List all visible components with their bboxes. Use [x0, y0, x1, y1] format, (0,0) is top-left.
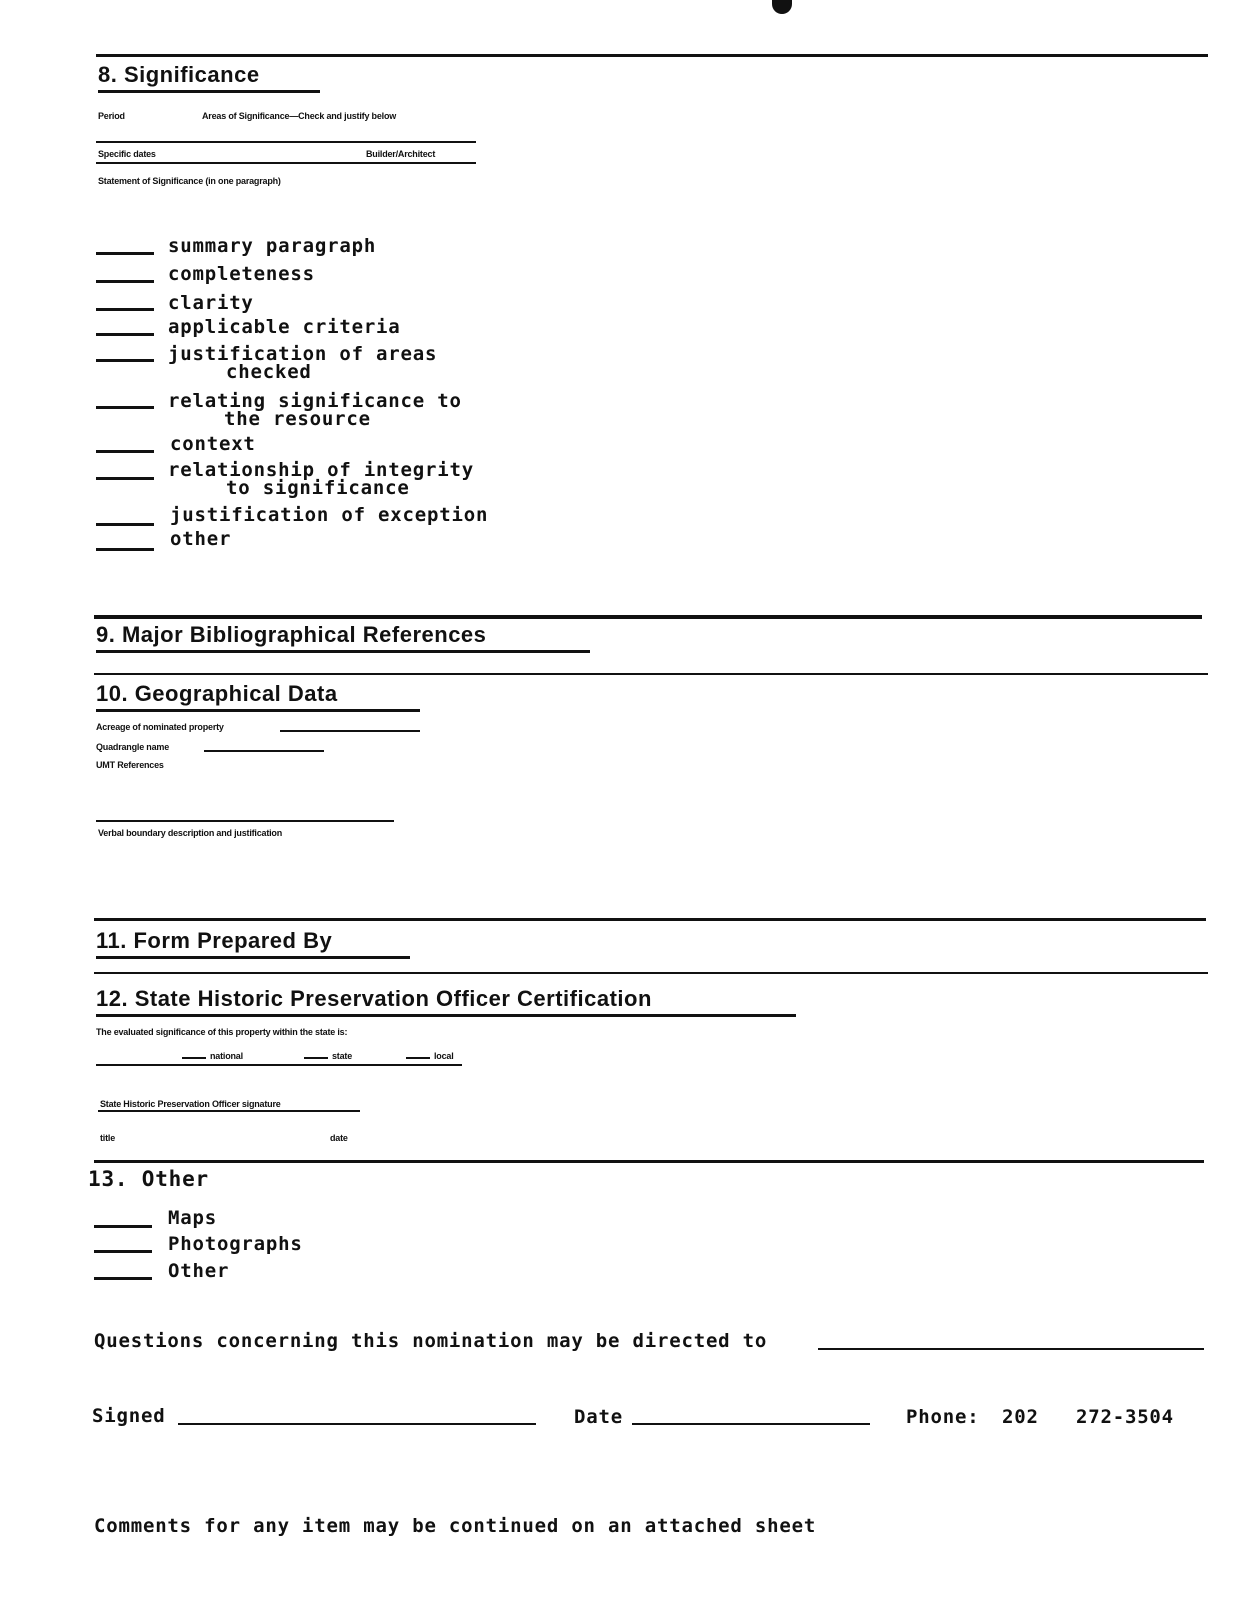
local-blank[interactable] [406, 1057, 430, 1059]
checkbox-blank[interactable] [94, 1225, 152, 1228]
checkbox-blank[interactable] [96, 308, 154, 311]
evaluated-label: The evaluated significance of this property within the state is: [96, 1027, 348, 1037]
phone-number: 272-3504 [1076, 1406, 1174, 1428]
dates-rule [96, 162, 476, 164]
evaluated-rule [96, 1064, 462, 1066]
checkbox-blank[interactable] [96, 406, 154, 409]
signature-label: State Historic Preservation Officer signature [100, 1099, 281, 1109]
signature-rule [98, 1110, 360, 1112]
phone-label: Phone: [906, 1406, 980, 1428]
check-item: context [170, 433, 256, 455]
checkbox-blank[interactable] [94, 1277, 152, 1280]
signed-label: Signed [92, 1405, 166, 1427]
check-item-cont: the resource [224, 408, 371, 430]
check-item: summary paragraph [168, 235, 377, 257]
checkbox-blank[interactable] [96, 523, 154, 526]
date-field[interactable] [632, 1423, 870, 1425]
sec10-title: 10. Geographical Data [96, 681, 420, 712]
check-item-cont: to significance [226, 477, 410, 499]
check-item: justification of exception [170, 504, 489, 526]
questions-label: Questions concerning this nomination may be directed to [94, 1330, 768, 1352]
signed-field[interactable] [178, 1423, 536, 1425]
check-item: applicable criteria [168, 316, 401, 338]
phone-area: 202 [1002, 1406, 1039, 1428]
specific-dates-label: Specific dates [98, 149, 156, 159]
sec13-title: 13. Other [88, 1167, 209, 1191]
period-label: Period [98, 111, 125, 121]
checkbox-blank[interactable] [96, 359, 154, 362]
check-item: other [170, 528, 232, 550]
sec12-title: 12. State Historic Preservation Officer Certification [96, 986, 796, 1017]
sec8-rule [96, 54, 1208, 57]
date-label: date [330, 1133, 348, 1143]
check-item: completeness [168, 263, 315, 285]
areas-label: Areas of Significance—Check and justify below [202, 111, 397, 121]
quad-label: Quadrangle name [96, 742, 170, 752]
state-blank[interactable] [304, 1057, 328, 1059]
local-label: local [434, 1051, 454, 1061]
comments-note: Comments for any item may be continued on an attached sheet [94, 1515, 817, 1537]
date-footer-label: Date [574, 1406, 623, 1428]
period-rule [96, 141, 476, 143]
sec11-rule [94, 918, 1206, 921]
questions-field[interactable] [818, 1348, 1204, 1350]
utm-rule [96, 820, 394, 822]
checkbox-blank[interactable] [96, 280, 154, 283]
sec13-rule [94, 1160, 1204, 1163]
checkbox-blank[interactable] [96, 333, 154, 336]
title-label: title [100, 1133, 116, 1143]
sec8-title: 8. Significance [98, 62, 320, 93]
checkbox-blank[interactable] [94, 1250, 152, 1253]
check-item: clarity [168, 292, 254, 314]
check-item: relationship of integrity [168, 459, 474, 481]
check-item: justification of areas [168, 343, 438, 365]
sec12-rule [94, 972, 1208, 974]
other-item: Other [168, 1260, 230, 1282]
national-label: national [210, 1051, 243, 1061]
other-item: Maps [168, 1207, 217, 1229]
checkbox-blank[interactable] [96, 252, 154, 255]
checkbox-blank[interactable] [96, 548, 154, 551]
state-label: state [332, 1051, 353, 1061]
verbal-label: Verbal boundary description and justification [98, 828, 283, 838]
check-item: relating significance to [168, 390, 462, 412]
sec10-rule [94, 673, 1208, 675]
sec9-title: 9. Major Bibliographical References [96, 622, 590, 653]
top-mark [772, 0, 792, 14]
national-blank[interactable] [182, 1057, 206, 1059]
statement-label: Statement of Significance (in one paragraph) [98, 176, 281, 186]
other-item: Photographs [168, 1233, 303, 1255]
sec9-rule [94, 615, 1202, 619]
acreage-label: Acreage of nominated property [96, 722, 224, 732]
quad-field[interactable] [204, 750, 324, 752]
builder-label: Builder/Architect [366, 149, 436, 159]
check-item-cont: checked [226, 361, 312, 383]
sec11-title: 11. Form Prepared By [96, 928, 410, 959]
checkbox-blank[interactable] [96, 477, 154, 480]
utm-label: UMT References [96, 760, 164, 770]
acreage-field[interactable] [280, 730, 420, 732]
checkbox-blank[interactable] [96, 450, 154, 453]
